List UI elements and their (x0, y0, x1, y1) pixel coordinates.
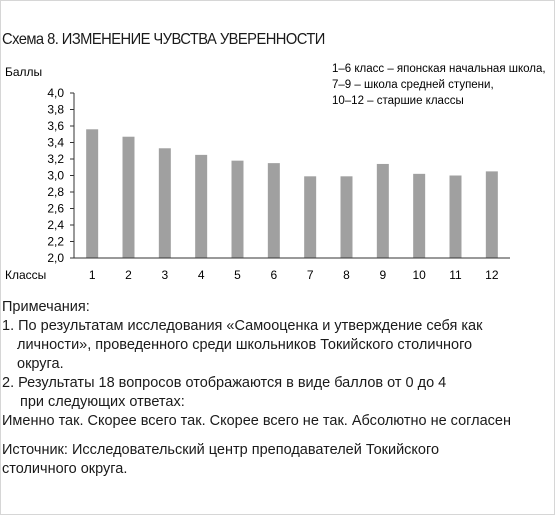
source-line-1: Источник: Исследовательский центр преподавателей Токийского (2, 442, 440, 458)
bar-grade-12 (486, 171, 498, 258)
x-tick-label: 4 (197, 268, 205, 282)
bar-grade-9 (377, 164, 389, 258)
x-axis-label: Классы (5, 268, 47, 282)
y-tick-label: 2,2 (47, 234, 64, 249)
bar-grade-2 (123, 137, 135, 258)
legend-note-line-3: 10–12 – старшие классы (332, 95, 464, 107)
note-2-line-2: при следующих ответах: (20, 394, 185, 410)
bar-grade-10 (413, 174, 425, 258)
y-tick-label: 2,0 (47, 251, 64, 265)
legend-note-line-1: 1–6 класс – японская начальная школа, (332, 63, 546, 75)
bar-grade-4 (195, 155, 207, 258)
bar-grade-6 (268, 163, 280, 258)
y-tick-label: 3,4 (47, 135, 64, 150)
y-axis-label: Баллы (5, 65, 43, 79)
source-line-2: столичного округа. (2, 461, 128, 477)
answer-options: Именно так. Скорее всего так. Скорее всего не так. Абсолютно не согласен (2, 413, 511, 429)
y-tick-label: 2,6 (47, 201, 64, 216)
notes-section (2, 298, 552, 479)
x-tick-label: 3 (161, 268, 169, 282)
note-1-line-1: 1. По результатам исследования «Самооценка и утверждение себя как (2, 318, 483, 334)
y-tick-label: 4,0 (47, 86, 64, 100)
x-tick-label: 10 (412, 268, 426, 282)
note-1-line-3: округа. (17, 356, 64, 372)
bar-chart (0, 55, 555, 290)
y-tick-label: 3,2 (47, 152, 64, 166)
x-tick-label: 7 (306, 268, 314, 282)
notes-heading: Примечания: (2, 299, 90, 315)
bar-grade-5 (232, 161, 244, 258)
x-tick-label: 6 (270, 268, 278, 282)
bar-grade-11 (450, 176, 462, 259)
bar-grade-3 (159, 148, 171, 258)
x-tick-label: 11 (449, 268, 462, 282)
x-tick-labels (89, 268, 499, 282)
bar-grade-7 (304, 176, 316, 258)
y-tick-label: 2,4 (47, 218, 64, 232)
x-tick-label: 9 (379, 268, 387, 282)
bars-group (86, 129, 498, 258)
x-tick-label: 2 (125, 268, 132, 282)
x-tick-label: 8 (343, 268, 350, 282)
x-tick-label: 5 (234, 268, 241, 282)
y-tick-label: 3,8 (47, 102, 64, 117)
figure-title: Схема 8. ИЗМЕНЕНИЕ ЧУВСТВА УВЕРЕННОСТИ (2, 31, 325, 48)
legend-note-line-2: 7–9 – школа средней ступени, (332, 79, 494, 91)
y-tick-label: 3,6 (47, 119, 64, 133)
y-tick-labels (47, 86, 74, 265)
bar-grade-1 (86, 129, 98, 258)
y-tick-label: 3,0 (47, 168, 64, 183)
x-tick-label: 1 (88, 268, 96, 282)
bar-grade-8 (341, 176, 353, 258)
note-1-line-2: личности», проведенного среди школьников Токийского столичного (17, 337, 473, 353)
note-2-line-1: 2. Результаты 18 вопросов отображаются в виде баллов от 0 до 4 (2, 375, 447, 391)
y-tick-label: 2,8 (47, 185, 64, 199)
x-tick-label: 12 (485, 268, 499, 282)
